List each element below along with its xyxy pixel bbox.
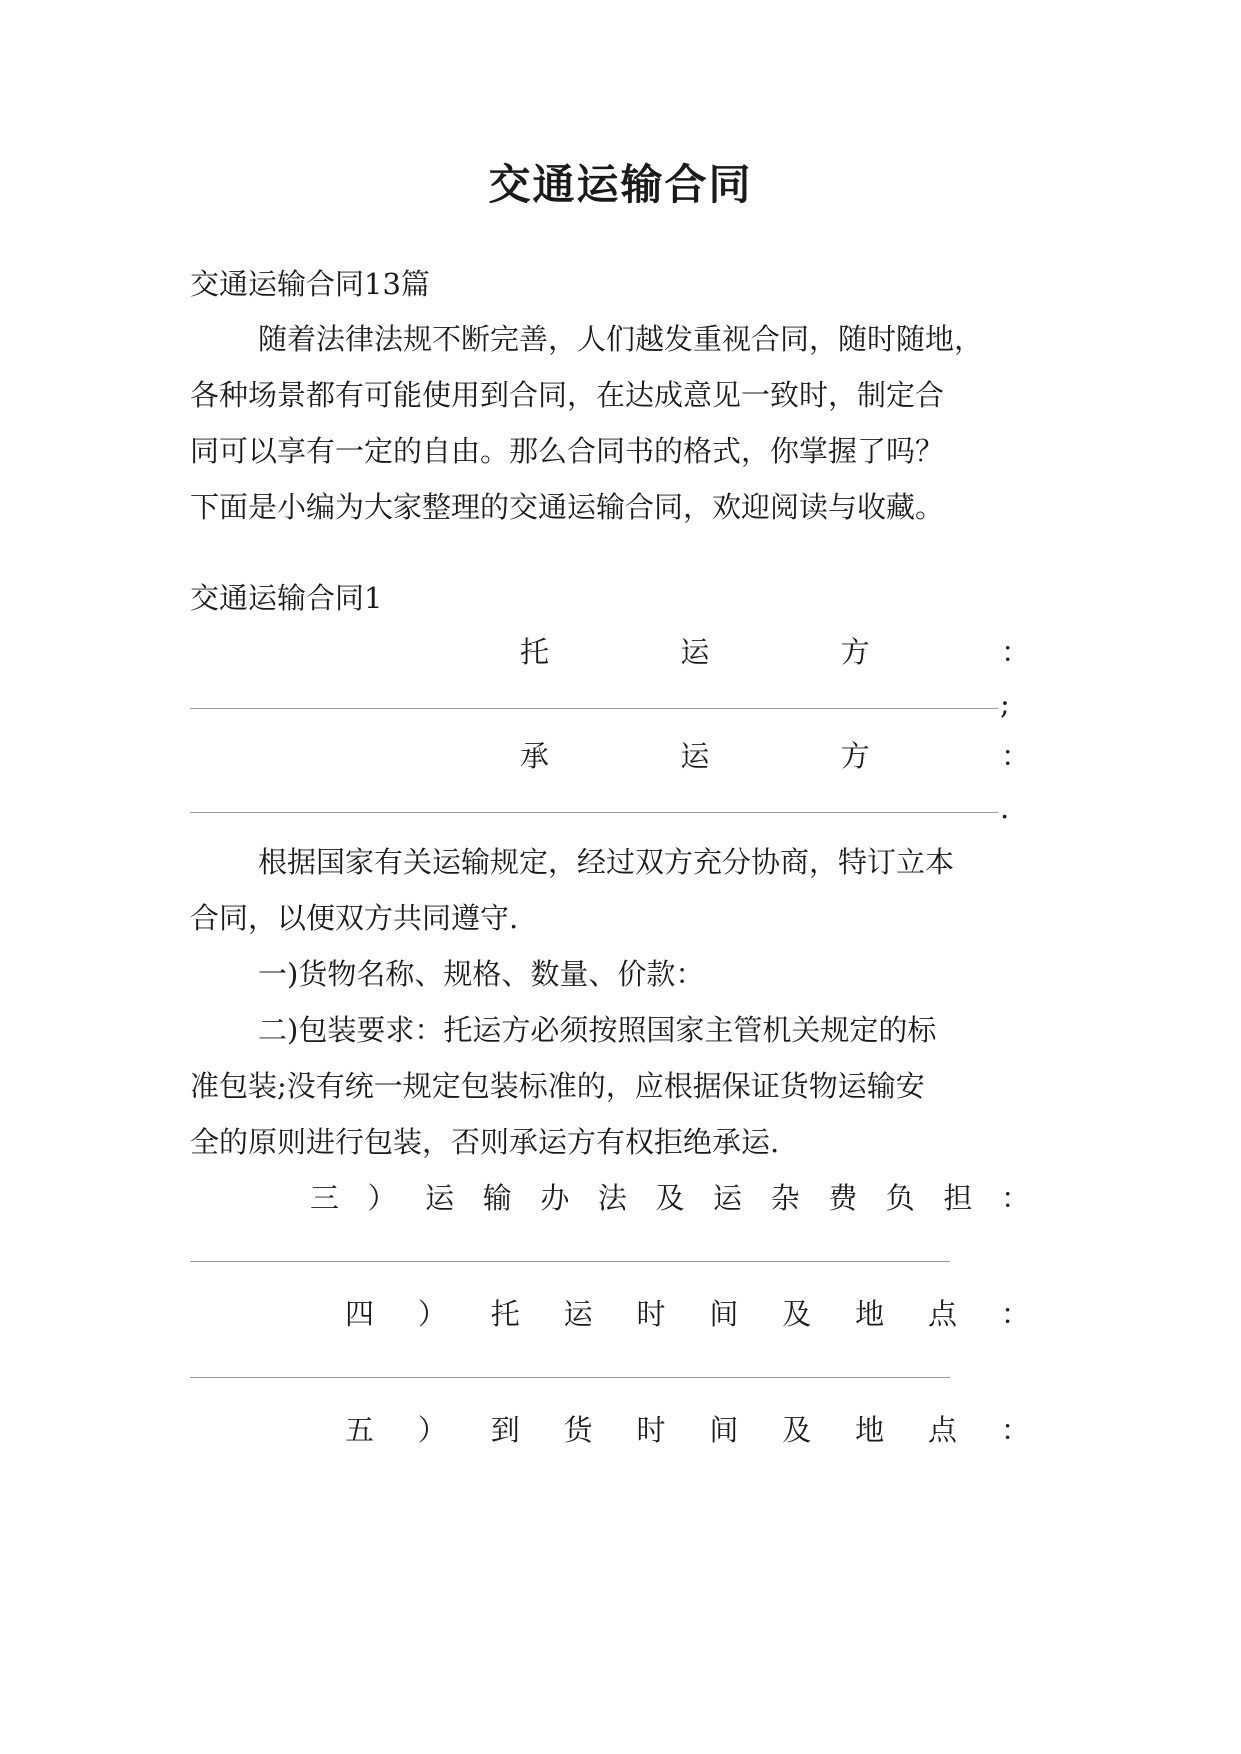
clause-char: 运 [713, 1181, 743, 1215]
clause-char: 运 [425, 1181, 455, 1215]
clause-char: 办 [540, 1181, 570, 1215]
party-carrier-char: 方 [840, 739, 870, 773]
clause-char: 及 [782, 1413, 812, 1447]
section-heading: 交通运输合同1 [190, 581, 383, 615]
clause-char: ） [367, 1181, 397, 1215]
clause-char: 费 [828, 1181, 858, 1215]
clause-char: 点 [928, 1413, 958, 1447]
clause-char: 时 [636, 1297, 666, 1331]
clause-transport-method [310, 1178, 1030, 1218]
party-carrier-label [520, 736, 1030, 776]
clause-char: 托 [490, 1297, 520, 1331]
party-carrier-char: 承 [520, 739, 550, 773]
party-carrier-end: . [1000, 791, 1010, 825]
party-shipper-char: 运 [680, 635, 710, 669]
party-shipper-char: 方 [840, 635, 870, 669]
clause-char: ） [417, 1297, 447, 1331]
intro-line-4: 下面是小编为大家整理的交通运输合同，欢迎阅读与收藏。 [190, 490, 945, 524]
clause-arrival-time-place [345, 1410, 1030, 1450]
clause-packaging-line-1: 二)包装要求：托运方必须按照国家主管机关规定的标 [258, 1013, 937, 1047]
clause-packaging-line-3: 全的原则进行包装，否则承运方有权拒绝承运. [190, 1125, 780, 1159]
clause-char: 货 [563, 1413, 593, 1447]
clause-char: 输 [482, 1181, 512, 1215]
basis-line-2: 合同，以便双方共同遵守. [190, 901, 519, 935]
party-shipper-end: ; [1000, 687, 1010, 721]
clause-char: 点 [928, 1297, 958, 1331]
clause-char: 地 [855, 1297, 885, 1331]
clause-transport-method-blank [190, 1261, 950, 1262]
clause-shipping-time-place-blank [190, 1377, 950, 1378]
clause-shipping-time-place [345, 1294, 1030, 1334]
clause-char: ： [1000, 1297, 1030, 1331]
basis-line-1: 根据国家有关运输规定，经过双方充分协商，特订立本 [258, 845, 955, 879]
clause-packaging-line-2: 准包装;没有统一规定包装标准的，应根据保证货物运输安 [190, 1069, 925, 1103]
clause-char: 及 [655, 1181, 685, 1215]
party-shipper-label [520, 632, 1030, 672]
document-title: 交通运输合同 [488, 160, 753, 209]
clause-char: 地 [855, 1413, 885, 1447]
party-carrier-char: ： [1000, 739, 1030, 773]
party-shipper-blank [190, 708, 998, 709]
clause-char: 三 [310, 1181, 340, 1215]
clause-char: 及 [782, 1297, 812, 1331]
intro-line-1: 随着法律法规不断完善，人们越发重视合同，随时随地， [258, 322, 984, 356]
clause-char: 运 [563, 1297, 593, 1331]
clause-char: 四 [345, 1297, 375, 1331]
intro-line-2: 各种场景都有可能使用到合同，在达成意见一致时，制定合 [190, 378, 945, 412]
clause-char: 间 [709, 1297, 739, 1331]
clause-char: 五 [345, 1413, 375, 1447]
document-subtitle: 交通运输合同13篇 [190, 267, 430, 301]
party-shipper-char: 托 [520, 635, 550, 669]
clause-char: 间 [709, 1413, 739, 1447]
clause-char: ： [1000, 1181, 1030, 1215]
clause-char: ： [1000, 1413, 1030, 1447]
clause-char: 担 [943, 1181, 973, 1215]
clause-char: 法 [597, 1181, 627, 1215]
clause-char: ） [417, 1413, 447, 1447]
party-carrier-char: 运 [680, 739, 710, 773]
party-carrier-blank [190, 812, 998, 813]
clause-char: 时 [636, 1413, 666, 1447]
clause-char: 杂 [770, 1181, 800, 1215]
clause-char: 到 [490, 1413, 520, 1447]
party-shipper-char: ： [1000, 635, 1030, 669]
clause-goods: 一)货物名称、规格、数量、价款： [258, 957, 705, 991]
clause-char: 负 [885, 1181, 915, 1215]
intro-line-3: 同可以享有一定的自由。那么合同书的格式，你掌握了吗？ [190, 434, 945, 468]
